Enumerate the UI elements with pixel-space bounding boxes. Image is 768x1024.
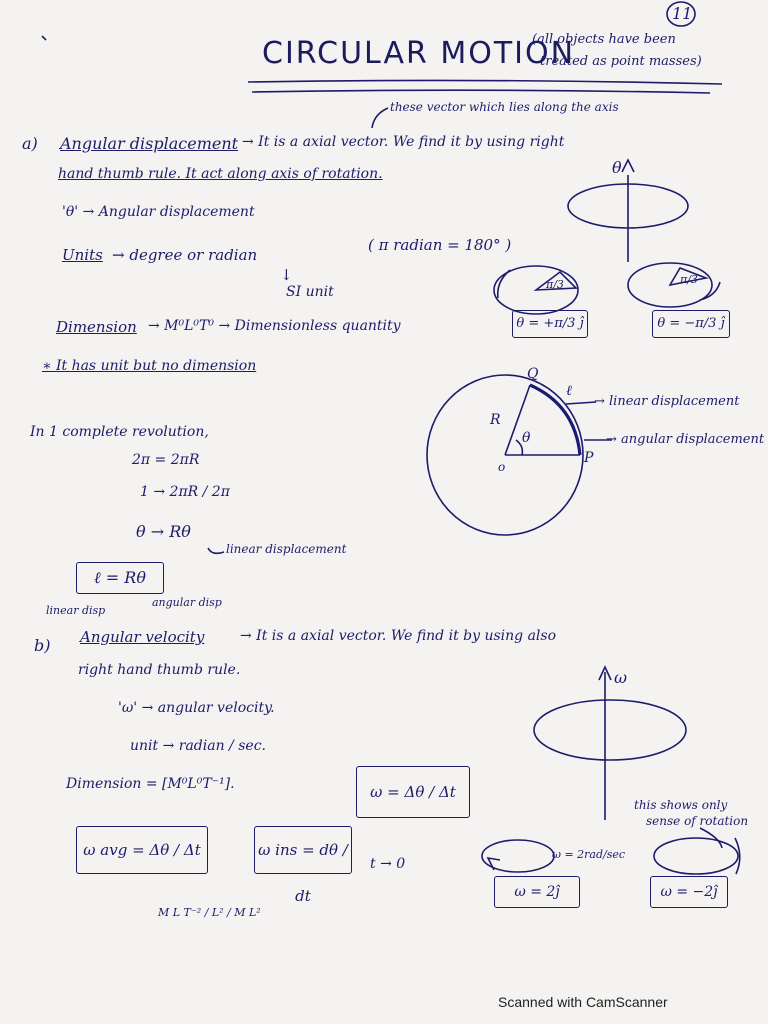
revolution-eq3: θ → Rθ: [136, 522, 191, 541]
linear-arrow-line: [566, 402, 596, 404]
no-dimension-note: ∗ It has unit but no dimension: [42, 358, 257, 374]
small-ellipse-neg: [654, 838, 738, 874]
omega-dimension-line: Dimension = [M⁰L⁰T⁻¹].: [66, 776, 235, 792]
page-number: 11: [672, 4, 693, 23]
omega-unit-line: unit → radian / sec.: [130, 738, 266, 754]
revolution-eq1: 2π = 2πR: [132, 452, 200, 468]
units-value: → degree or radian: [112, 246, 258, 264]
theta-vector-label: θ: [612, 158, 622, 177]
revolution-heading: In 1 complete revolution,: [30, 424, 209, 440]
section-b-line1: → It is a axial vector. We find it by using also: [240, 628, 557, 644]
dimension-label: Dimension: [56, 318, 137, 336]
revolution-eq3-note: linear displacement: [226, 542, 347, 556]
revolution-eq2: 1 → 2πR / 2π: [140, 484, 230, 500]
title-note-line2: treated as point masses): [540, 54, 702, 69]
theta-vector-pos-box: θ = +π/3 ĵ: [512, 310, 588, 338]
scanner-watermark: Scanned with CamScanner: [498, 994, 668, 1010]
title-note-line1: (all objects have been: [532, 32, 676, 47]
center-label-O: o: [498, 460, 506, 474]
omega-vector-neg-box: ω = −2ĵ: [650, 876, 728, 908]
arc-QP: [530, 385, 580, 455]
units-label: Units: [62, 246, 103, 264]
angular-displacement-label: → angular displacement: [606, 432, 765, 447]
section-a-line1: → It is a axial vector. We find it by using right: [242, 134, 565, 150]
omega-speed-note: ω = 2rad/sec: [552, 848, 626, 861]
section-b-line2: right hand thumb rule.: [78, 662, 241, 678]
axis-arrow-a: [622, 160, 634, 172]
dimension-value: → M⁰L⁰T⁰ → Dimensionless quantity: [148, 318, 401, 334]
axis-note-arrow: [372, 108, 388, 128]
angle-label-theta: θ: [522, 430, 531, 446]
title-underline-2: [252, 90, 710, 93]
radian-equation: ( π radian = 180° ): [368, 236, 512, 254]
omega-symbol-line: 'ω' → angular velocity.: [118, 700, 275, 716]
section-b-heading: Angular velocity: [80, 628, 205, 646]
rtheta-curl: [208, 548, 224, 553]
omega-ins-box: ω ins = dθ / dt: [254, 826, 352, 874]
axis-note: these vector which lies along the axis: [390, 100, 619, 114]
rotation-ellipse-b: [534, 700, 686, 760]
si-arrow: ↓: [280, 266, 293, 284]
section-a-label: a): [22, 134, 38, 153]
section-a-heading: Angular displacement: [60, 134, 239, 153]
omega-avg-box: ω avg = Δθ / Δt: [76, 826, 208, 874]
linear-disp-note: linear disp: [46, 604, 106, 617]
point-Q: Q: [527, 366, 539, 382]
limit-note: t → 0: [370, 856, 406, 872]
margin-mark-1: [42, 36, 46, 40]
si-unit-label: SI unit: [286, 284, 334, 300]
scribble-note: M L T⁻² / L² / M L²: [158, 906, 261, 919]
section-a-line2: hand thumb rule. It act along axis of rotation.: [58, 166, 383, 182]
omega-equation-box: ω = Δθ / Δt: [356, 766, 470, 818]
theta-symbol-line: 'θ' → Angular displacement: [62, 204, 255, 220]
omega-vector-pos-box: ω = 2ĵ: [494, 876, 580, 908]
shows-note-line1: this shows only: [634, 798, 728, 812]
radius-label-R: R: [490, 412, 501, 428]
wedge-label-pos: π/3: [546, 278, 564, 291]
title-underline: [248, 80, 722, 84]
omega-axis-label: ω: [614, 668, 628, 687]
theta-vector-neg-box: θ = −π/3 ĵ: [652, 310, 730, 338]
linear-displacement-label: → linear displacement: [594, 394, 740, 409]
angular-disp-note: angular disp: [152, 596, 222, 609]
point-P: P: [584, 450, 594, 466]
l-equals-r-theta-box: ℓ = Rθ: [76, 562, 164, 594]
page-title: CIRCULAR MOTION: [262, 36, 576, 71]
section-b-label: b): [34, 636, 51, 655]
shows-note-line2: sense of rotation: [646, 814, 749, 828]
arc-label-l: ℓ: [566, 383, 572, 399]
wedge-label-neg: π/3: [680, 273, 698, 286]
